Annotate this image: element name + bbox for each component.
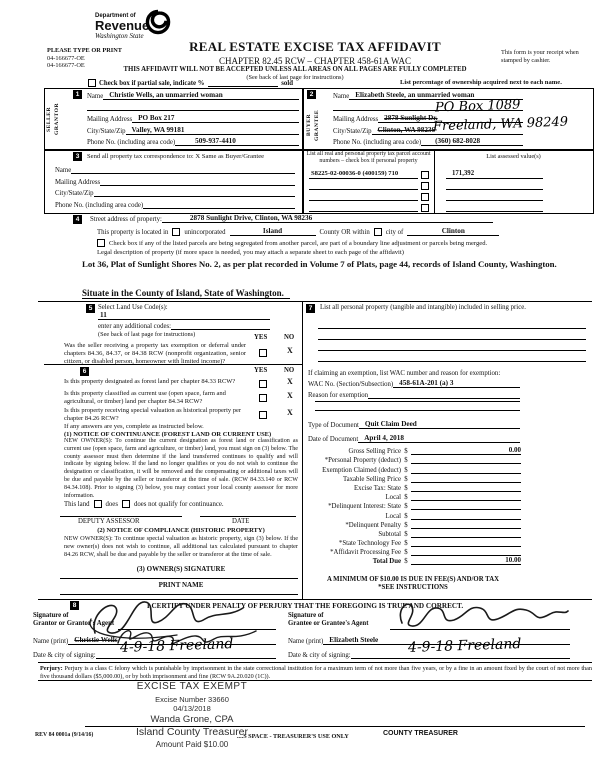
unincorporated-label: unincorporated — [184, 229, 226, 236]
if-yes-note: If any answers are yes, complete as instructed below. — [64, 423, 204, 430]
receipt-note: This form is your receipt when stamped by cashier. — [501, 49, 579, 64]
fee-label-3: Taxable Selling Price — [342, 475, 401, 483]
section-3-number: 3 — [73, 152, 82, 161]
correspondence-mailing-row — [55, 177, 295, 186]
see-instructions-note: *SEE INSTRUCTIONS — [378, 584, 448, 591]
fee-label-4: Excise Tax: State — [354, 484, 401, 492]
fee-label-5: Local — [385, 494, 401, 502]
partial-sale-row — [88, 79, 293, 87]
correspondence-phone-label: Phone No. (including area code) — [55, 202, 144, 209]
fee-table — [305, 446, 521, 565]
correspondence-csz-row — [55, 188, 295, 197]
print-name-label: PRINT NAME — [158, 581, 204, 589]
does-label: does — [105, 501, 118, 508]
buyer-mailing-label: Mailing Address — [333, 116, 379, 123]
reason-line — [368, 390, 520, 399]
partial-sale-label: Check box if partial sale, indicate % — [99, 80, 205, 87]
parcel-row-2 — [309, 192, 429, 201]
grantee-date-handwritten: 4-9-18 Freeland — [407, 636, 522, 656]
parcel-numbers-heading: List all real and personal property tax parcel account numbers – check box if personal property — [306, 151, 431, 165]
section-6-number: 6 — [80, 367, 89, 376]
fee-value-6 — [411, 509, 521, 510]
fee-value-3 — [411, 482, 521, 483]
fee-value-12: 10.00 — [411, 556, 521, 565]
seller-csz-row — [87, 126, 299, 135]
grantor-name-typed: Christie Wells — [74, 636, 118, 644]
qualify-pre-label: This land — [64, 501, 90, 508]
assessed-row-1 — [446, 181, 543, 190]
fee-label-12: Total Due — [372, 558, 401, 566]
dor-state-line: Washington State — [95, 32, 144, 40]
fee-value-9 — [411, 537, 521, 538]
does-not-checkbox — [122, 500, 130, 508]
parcel-row-0 — [309, 170, 429, 179]
fee-row-excise-local — [305, 492, 521, 501]
county-or-label: County OR within — [319, 229, 370, 236]
city-value: Clinton — [407, 227, 499, 236]
fee-row-total-due — [305, 556, 521, 565]
correspondence-mailing-line — [100, 177, 295, 186]
buyer-phone-row — [333, 137, 523, 146]
correspondence-mailing-label: Mailing Address — [55, 179, 101, 186]
sec6-question-0: Is this property designated as forest land per chapter 84.33 RCW? — [64, 378, 236, 385]
sec5-no-header: NO — [284, 334, 295, 341]
assessed-value-2 — [446, 192, 543, 201]
wac-row — [308, 379, 520, 388]
legal-description-label: Legal description of property (if more space is needed, you may attach a separate sheet to each page of the affidavit) — [97, 249, 404, 256]
located-in-label: This property is located in — [97, 229, 169, 236]
buyer-side-label-1: BUYER — [306, 113, 312, 137]
fee-label-2: Exemption Claimed (deduct) — [322, 466, 401, 474]
fee-value-10 — [411, 546, 521, 547]
column-divider — [302, 301, 303, 599]
buyer-box — [302, 88, 594, 151]
grantee-name-typed: Elizabeth Steele — [323, 636, 570, 645]
buyer-csz-handwritten: Freeland, WA 98249 — [432, 114, 569, 135]
fee-value-0: 0.00 — [411, 446, 521, 455]
divider-above-columns — [38, 301, 592, 302]
buyer-mailing-handwritten: PO Box 1089 — [434, 97, 521, 116]
doc-date-value: April 4, 2018 — [358, 434, 520, 443]
assessed-row-0 — [446, 170, 543, 179]
dor-revenue-line: Revenue — [95, 18, 150, 33]
fee-row-processing-fee — [305, 547, 521, 556]
cert-bottom-line — [38, 662, 592, 663]
grantee-name-label: Name (print) — [288, 638, 324, 645]
fee-row-delinq-penalty — [305, 520, 521, 529]
notice1-title: (1) NOTICE OF CONTINUANCE (FOREST LAND OR CURRENT USE) — [64, 431, 272, 438]
parcel-personal-checkbox-2 — [421, 193, 429, 201]
notice1-body: NEW OWNER(S): To continue the current designation as forest land or classification as current use (open space, farm and agriculture, or timber) land, you must sign on (3) below. The county assessor must then determine if the land transferred continues to qualify and will indicate by signing below. If the land no longer qualifies or you do not wish to continue the designation or classification, it will be removed and the compensating or additional taxes will be due and payable by the seller or transferor at the time of sale. (RCW 84.33.140 or RCW 84.34.108). Prior to signing (3) below, you may contact your local county assessor for more information. — [64, 438, 298, 499]
fee-label-0: Gross Selling Price — [348, 448, 401, 456]
fee-dollar-9: $ — [404, 530, 408, 538]
dor-logo — [95, 13, 149, 40]
doc-date-row — [308, 434, 520, 443]
personal-line-1 — [318, 339, 586, 340]
seller-side-label-1: SELLER — [46, 106, 52, 132]
reason-extra-line-0 — [315, 401, 520, 402]
fee-dollar-4: $ — [404, 484, 408, 492]
parcel-personal-checkbox-3 — [421, 204, 429, 212]
street-address-row — [90, 214, 493, 223]
partial-sale-percent-line — [208, 79, 279, 87]
does-not-label: does not qualify for continuance. — [133, 501, 224, 508]
sec6-q0-no-mark: X — [287, 377, 293, 386]
owners-signature-line — [60, 578, 298, 579]
buyer-name-value: Elizabeth Steele, an unmarried woman — [349, 91, 523, 100]
section-5-number: 5 — [86, 304, 95, 313]
fee-dollar-11: $ — [404, 549, 408, 557]
sec6-q2-yes-checkbox — [259, 411, 267, 419]
grantee-sig-label-1: Signature of — [288, 612, 324, 619]
additional-codes-row — [98, 321, 270, 330]
section-7-number: 7 — [306, 304, 315, 313]
sec5-no-mark: X — [287, 346, 293, 355]
correspondence-csz-label: City/State/Zip — [55, 190, 94, 197]
doc-type-row — [308, 420, 520, 429]
fee-dollar-0: $ — [404, 448, 408, 456]
fee-value-5 — [411, 500, 521, 501]
assessed-value-3 — [446, 203, 543, 212]
buyer-csz-typed: Clinton, WA 98236 — [377, 126, 436, 134]
sec5-yes-header: YES — [254, 334, 268, 341]
county-treasurer-label: COUNTY TREASURER — [383, 730, 458, 737]
sec6-q0-yes-checkbox — [259, 380, 267, 388]
deputy-assessor-label: DEPUTY ASSESSOR — [78, 518, 140, 525]
segregated-checkbox — [97, 239, 105, 247]
stamp-excise-number: Excise Number 33660 — [155, 695, 229, 704]
assessed-row-2 — [446, 192, 543, 201]
parcel-number-0: S8225-02-00036-0 (400159) 710 — [309, 170, 418, 179]
parcel-number-3 — [309, 203, 418, 212]
fee-row-exemption — [305, 464, 521, 473]
form-number-1: 04-166677-OE — [47, 55, 85, 62]
legal-description-value: Lot 36, Plat of Sunlight Shores No. 2, as per plat recorded in Volume 7 of Plats, page 44, records of Island County, Washington. — [82, 259, 557, 269]
grantor-date-handwritten: 4-9-18 Freeland — [119, 636, 234, 656]
sec5-sec6-divider — [44, 364, 302, 365]
buyer-csz-label: City/State/Zip — [333, 128, 372, 135]
unincorporated-checkbox — [172, 228, 180, 236]
fee-label-9: Subtotal — [378, 530, 401, 538]
fee-value-1 — [411, 463, 521, 464]
fee-label-11: *Affidavit Processing Fee — [330, 549, 401, 557]
assessor-date-label: DATE — [232, 518, 250, 525]
sec5-exemption-question: Was the seller receiving a property tax exemption or deferral under chapters 84.36, 84.37, or 84.38 RCW (nonprofit organization, senior citizen, or disabled person, homeowner with limited income)? — [64, 342, 246, 366]
correspondence-name-line — [71, 165, 295, 174]
qualify-row — [64, 500, 224, 508]
correspondence-phone-row — [55, 200, 295, 209]
fee-row-subtotal — [305, 529, 521, 538]
fee-dollar-1: $ — [404, 457, 408, 465]
fee-value-7 — [411, 519, 521, 520]
buyer-side-label-2: GRANTEE — [314, 109, 320, 141]
fee-row-excise-state — [305, 483, 521, 492]
reason-label: Reason for exemption — [308, 392, 369, 399]
seller-csz-label: City/State/Zip — [87, 128, 126, 135]
correspondence-name-row — [55, 165, 295, 174]
doc-type-value: Quit Claim Deed — [359, 420, 520, 429]
fee-row-delinq-interest-state — [305, 501, 521, 510]
personal-line-0 — [318, 328, 586, 329]
form-subtitle: CHAPTER 82.45 RCW – CHAPTER 458-61A WAC — [219, 56, 411, 66]
fee-dollar-8: $ — [404, 521, 408, 529]
sec6-no-header: NO — [284, 367, 295, 374]
buyer-phone-label: Phone No. (including area code) — [333, 139, 422, 146]
assessed-value-1 — [446, 181, 543, 190]
additional-codes-line — [171, 321, 270, 330]
notice2-body: NEW OWNER(S): To continue special valuation as historic property, sign (3) below. If the new owner(s) does not wish to continue, all additional tax calculated pursuant to chapter 84.26 RCW, shall be due and payable by the seller or transferor at the time of sale. — [64, 535, 298, 559]
parcel-number-1 — [309, 181, 418, 190]
land-use-code-value: 11 — [98, 311, 270, 320]
owners-signature-label: (3) OWNER(S) SIGNATURE — [136, 565, 226, 573]
seller-mailing-label: Mailing Address — [87, 116, 133, 123]
claiming-exemption-note: If claiming an exemption, list WAC number and reason for exemption: — [308, 370, 501, 377]
buyer-mailing-typed: 2878 Sunlight Dr. — [384, 114, 438, 122]
seller-name-value: Christie Wells, an unmarried woman — [103, 91, 299, 100]
seller-phone-row — [87, 137, 299, 146]
stamp-treasurer-name: Wanda Grone, CPA — [150, 714, 234, 725]
parcel-number-2 — [309, 192, 418, 201]
sec6-q1-no-mark: X — [287, 391, 293, 400]
parcel-personal-checkbox-1 — [421, 182, 429, 190]
seller-side-label-2: GRANTOR — [54, 103, 60, 135]
wac-label: WAC No. (Section/Subsection) — [308, 381, 394, 388]
fee-value-2 — [411, 473, 521, 474]
buyer-name-label: Name — [333, 93, 350, 100]
form-number-2: 04-166677-OE — [47, 62, 85, 69]
perjury-lead: Perjury: — [40, 665, 63, 672]
fee-row-gross — [305, 446, 521, 455]
sec6-yes-header: YES — [254, 367, 268, 374]
minimum-note: A MINIMUM OF $10.00 IS DUE IN FEE(S) AND/OR TAX — [326, 576, 500, 583]
grantee-sig-label-2: Grantee or Grantee's Agent — [288, 620, 369, 627]
additional-codes-label: enter any additional codes: — [98, 323, 172, 330]
perjury-text: Perjury is a class C felony which is punishable by imprisonment in the state correctional institution for a maximum term of not more than five years, or by a fine in an amount fixed by the court of not more than five thousand dollars ($5,000.00), or by both imprisonment and fine (RCW 9A.20.020 (1C)). — [40, 665, 592, 680]
stamp-date: 04/13/2018 — [173, 704, 211, 713]
seller-extra-line — [87, 102, 299, 111]
dor-dept-line: Department of — [95, 13, 136, 19]
land-use-label: Select Land Use Code(s): — [98, 304, 168, 311]
form-warning: THIS AFFIDAVIT WILL NOT BE ACCEPTED UNLESS ALL AREAS ON ALL PAGES ARE FULLY COMPLETED — [123, 66, 467, 73]
personal-line-2 — [318, 350, 586, 351]
grantee-signature-line — [390, 629, 570, 630]
fee-dollar-3: $ — [404, 475, 408, 483]
sec6-question-2: Is this property receiving special valuation as historical property per chapter 84.26 RCW? — [64, 407, 242, 423]
partial-sale-sold-label: sold — [281, 80, 293, 87]
fee-dollar-6: $ — [404, 503, 408, 511]
doc-date-label: Date of Document — [308, 436, 359, 443]
assessed-heading: List assessed value(s) — [486, 153, 541, 160]
city-of-label: city of — [385, 229, 404, 236]
segregated-row — [97, 239, 487, 247]
grantee-signature — [392, 597, 572, 632]
fee-label-1: *Personal Property (deduct) — [324, 457, 401, 465]
fee-label-10: *State Technology Fee — [338, 540, 401, 548]
fee-dollar-12: $ — [404, 558, 408, 566]
seller-mailing-row — [87, 114, 299, 123]
fee-row-taxable — [305, 474, 521, 483]
certify-statement: I CERTIFY UNDER PENALTY OF PERJURY THAT THE FOREGOING IS TRUE AND CORRECT. — [146, 602, 464, 610]
correspondence-phone-line — [143, 200, 295, 209]
section-8-number: 8 — [70, 601, 79, 610]
partial-sale-checkbox — [88, 79, 96, 87]
personal-line-3 — [318, 361, 586, 362]
deputy-assessor-line — [60, 516, 182, 517]
section-2-number: 2 — [307, 90, 316, 99]
grantor-name-label: Name (print) — [33, 638, 69, 645]
assessed-row-3 — [446, 203, 543, 212]
assessed-values-column — [434, 150, 593, 213]
notice2-title: (2) NOTICE OF COMPLIANCE (HISTORIC PROPERTY) — [97, 527, 265, 534]
buyer-phone-value: (360) 682-8028 — [421, 137, 523, 146]
stamp-exempt-line: EXCISE TAX EXEMPT — [136, 681, 248, 692]
perjury-paragraph — [40, 665, 592, 681]
fee-row-personal — [305, 455, 521, 464]
grantor-sig-label-2: Grantor or Grantor's Agent — [33, 620, 115, 627]
parcel-row-3 — [309, 203, 429, 212]
rev-number: REV 84 0001a (9/14/16) — [35, 732, 94, 738]
stamp-amount-paid: Amount Paid $10.00 — [155, 740, 229, 749]
fee-label-7: Local — [385, 512, 401, 520]
doc-type-label: Type of Document — [308, 422, 359, 429]
fee-dollar-2: $ — [404, 466, 408, 474]
segregated-label: Check box if any of the listed parcels are being segregated from another parcel, are part of a boundary line adjustment or parcels being merged. — [109, 240, 488, 247]
assessor-date-line — [200, 516, 296, 517]
personal-property-note: List all personal property (tangible and intangible) included in selling price. — [320, 304, 526, 311]
fee-row-delinq-interest-local — [305, 510, 521, 519]
seller-phone-label: Phone No. (including area code) — [87, 139, 176, 146]
see-back-note: (See back of last page for instructions) — [246, 73, 344, 81]
parcels-box — [302, 149, 594, 214]
parcel-row-1 — [309, 181, 429, 190]
located-in-row — [97, 227, 499, 236]
land-use-code-row — [98, 311, 270, 320]
sec6-question-1: Is this property classified as current use (open space, farm and agricultural, or timber) land per chapter 84.34 RCW? — [64, 390, 226, 406]
grantor-sig-label-1: Signature of — [33, 612, 69, 619]
wac-value: 458-61A-201 (a) 3 — [393, 379, 520, 388]
reason-extra-line-1 — [315, 410, 520, 411]
section-4-number: 4 — [73, 215, 82, 224]
seller-csz-value: Valley, WA 99181 — [126, 126, 299, 135]
fee-dollar-10: $ — [404, 540, 408, 548]
grantee-date-label: Date & city of signing: — [288, 652, 351, 659]
fee-row-tech-fee — [305, 538, 521, 547]
sec5-yes-checkbox — [259, 349, 267, 357]
assessed-value-0: 171,392 — [446, 170, 543, 179]
sec6-q1-yes-checkbox — [259, 394, 267, 402]
seller-phone-value: 509-937-4410 — [175, 137, 299, 146]
seller-name-label: Name — [87, 93, 104, 100]
parcel-numbers-column — [303, 150, 435, 213]
fee-label-6: *Delinquent Interest: State — [328, 503, 401, 511]
fee-label-8: *Delinquent Penalty — [345, 521, 401, 529]
reason-row — [308, 390, 520, 399]
sec5-see-back: (See back of last page for instructions) — [98, 331, 196, 338]
seller-box — [44, 88, 304, 151]
city-checkbox — [374, 228, 382, 236]
form-title: REAL ESTATE EXCISE TAX AFFIDAVIT — [189, 39, 441, 54]
grantor-date-label: Date & city of signing: — [33, 652, 96, 659]
please-type-note: PLEASE TYPE OR PRINT — [47, 47, 122, 54]
fee-value-4 — [411, 491, 521, 492]
county-value: Island — [230, 227, 316, 236]
correspondence-heading: Send all property tax correspondence to: X Same as Buyer/Grantee — [87, 153, 265, 160]
correspondence-csz-line — [94, 188, 295, 197]
fee-value-8 — [411, 528, 521, 529]
fee-dollar-7: $ — [404, 512, 408, 520]
seller-name-row — [87, 91, 299, 100]
correspondence-name-label: Name — [55, 167, 72, 174]
section-1-number: 1 — [73, 90, 82, 99]
parcel-personal-checkbox-0 — [421, 171, 429, 179]
ownership-note: List percentage of ownership acquired next to each name. — [400, 79, 562, 86]
dor-swirl-icon — [145, 9, 171, 35]
sec6-q2-no-mark: X — [287, 408, 293, 417]
seller-mailing-value: PO Box 217 — [132, 114, 299, 123]
stamp-treasurer-title: Island County Treasurer — [135, 726, 249, 738]
street-address-value: 2878 Sunlight Drive, Clinton, WA 98236 — [162, 214, 493, 223]
seller-name-extra-line — [87, 102, 299, 111]
does-checkbox — [94, 500, 102, 508]
situate-line: Situate in the County of Island, State of Washington. — [82, 288, 290, 299]
street-address-label: Street address of property: — [90, 216, 162, 223]
correspondence-box — [44, 149, 304, 214]
treasurer-space-note: ....S SPACE - TREASURER'S USE ONLY — [237, 733, 349, 740]
fee-dollar-5: $ — [404, 494, 408, 502]
